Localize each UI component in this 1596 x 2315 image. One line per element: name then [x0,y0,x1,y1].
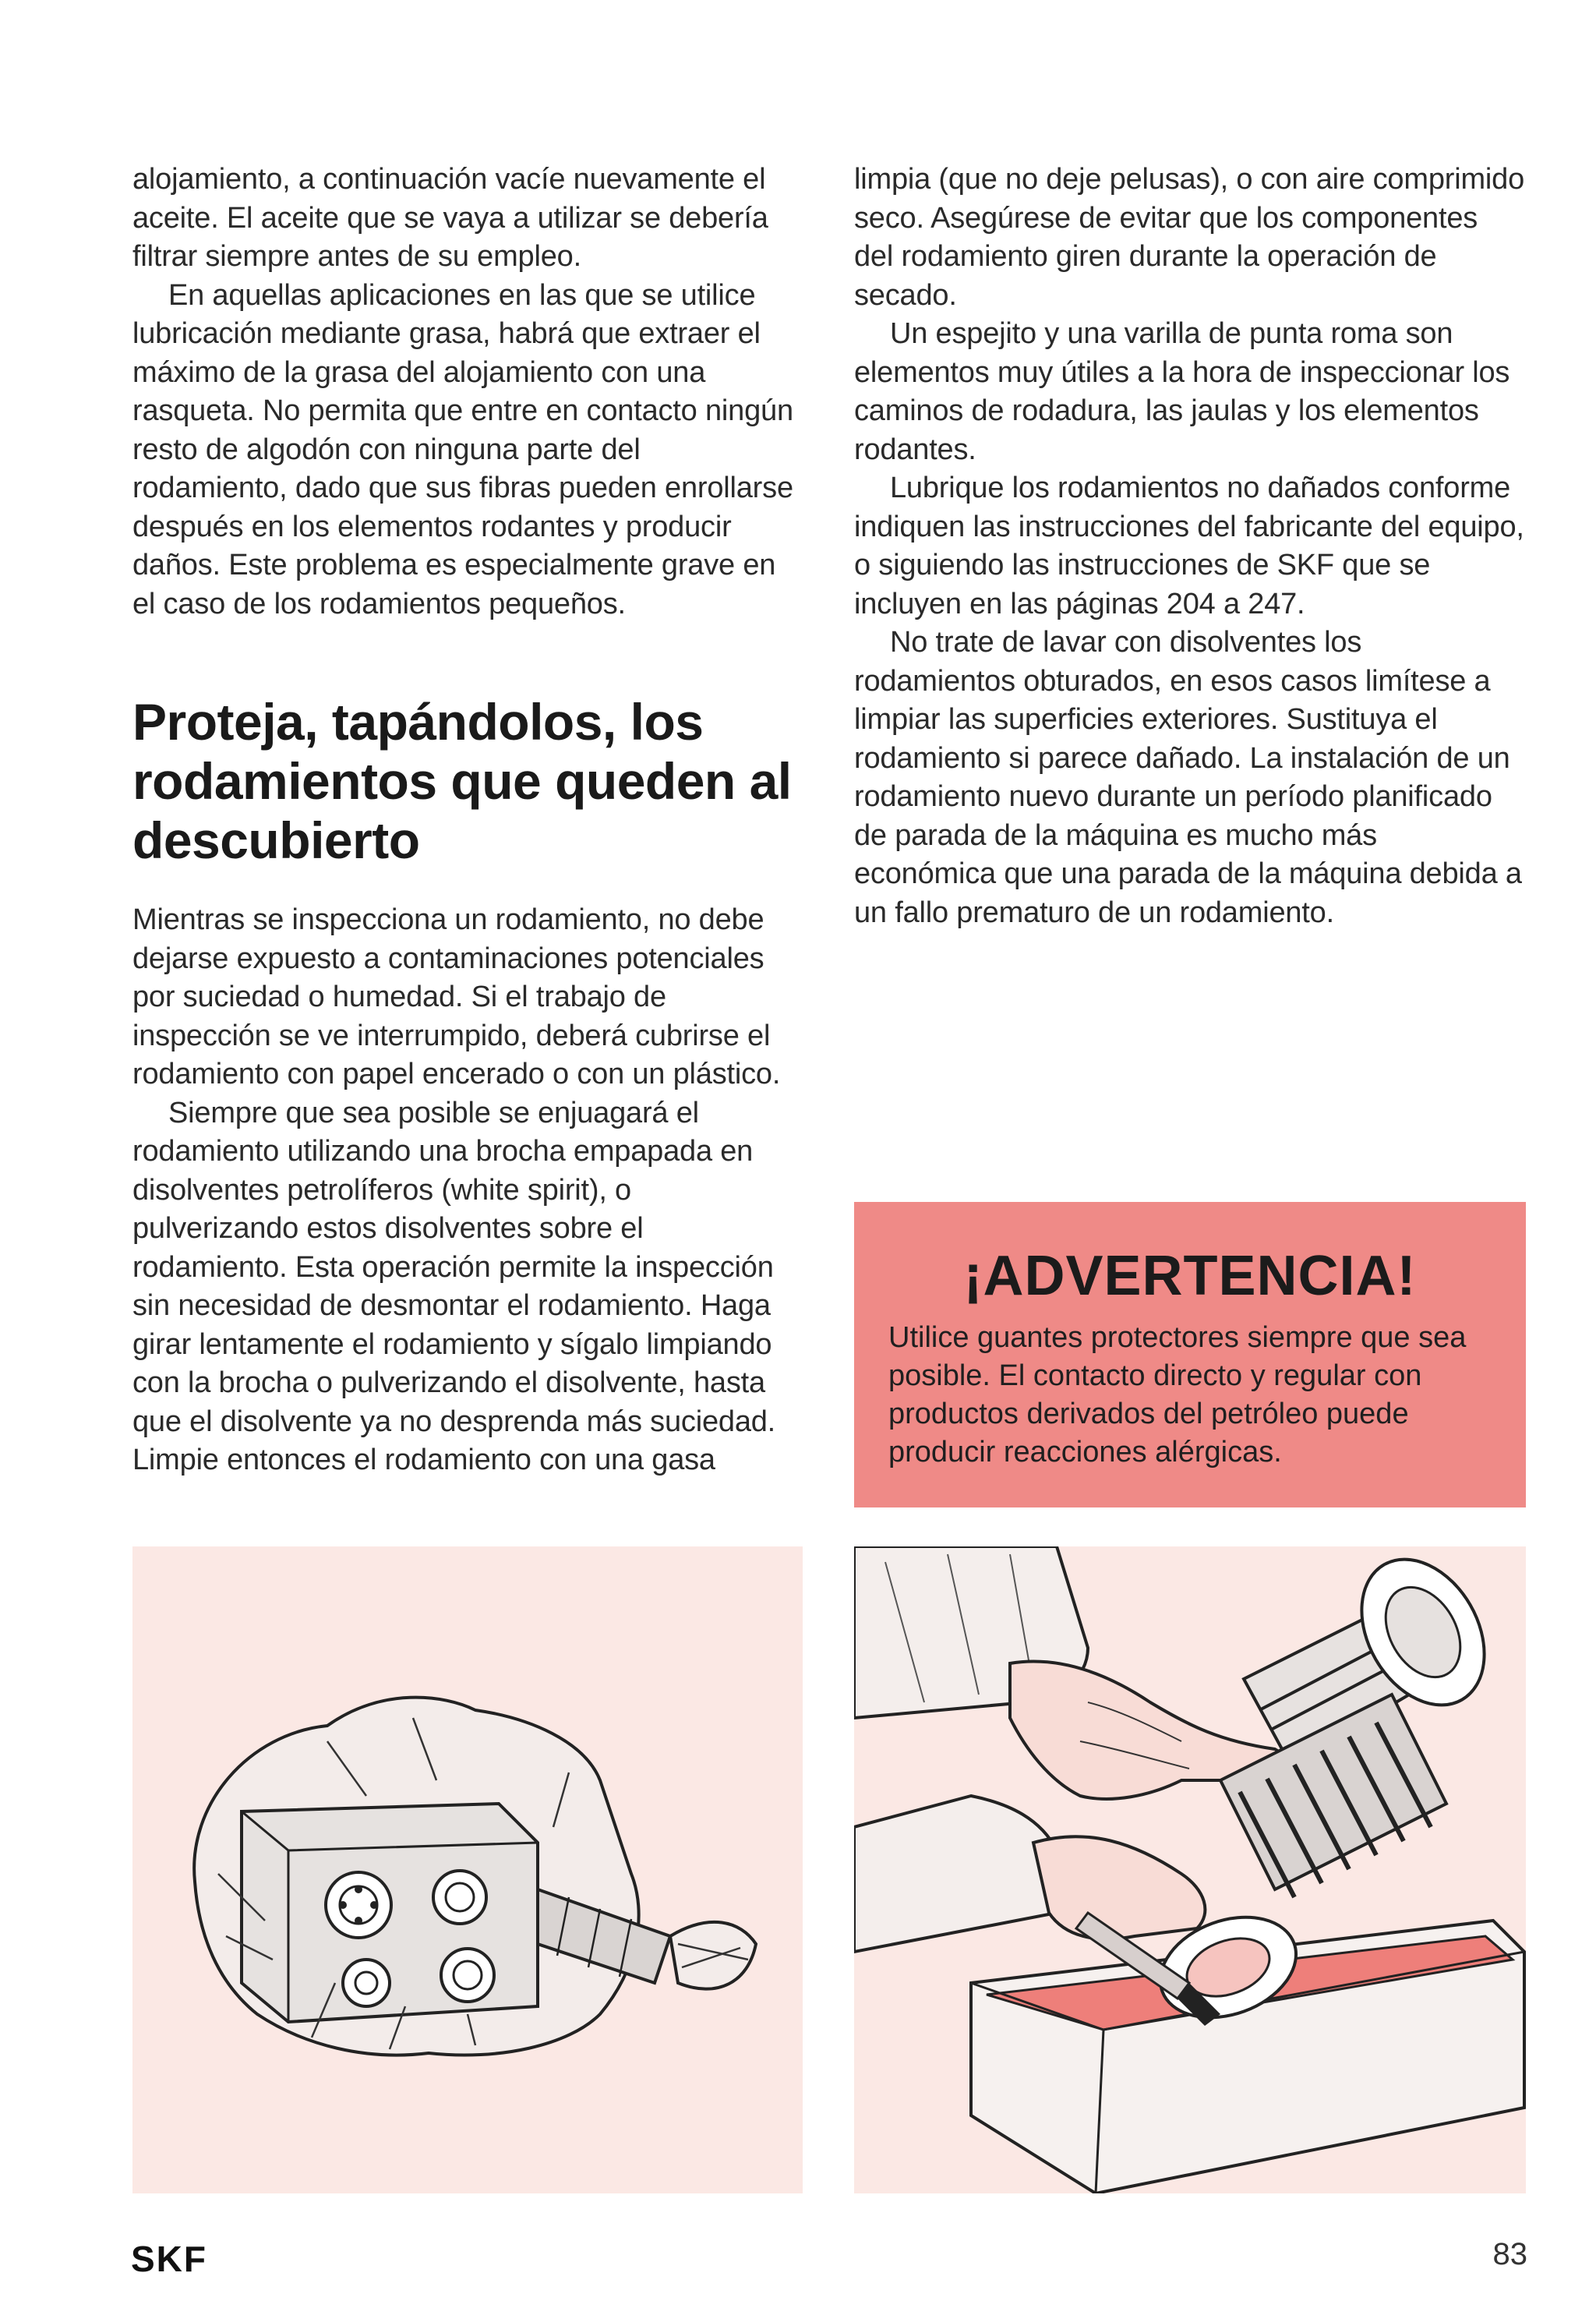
page-number: 83 [1492,2237,1527,2271]
body-paragraph: alojamiento, a continuación vacíe nuevamente el aceite. El aceite que se vaya a utilizar se debería filtrar siempre antes de su empleo. [132,163,768,273]
warning-box [854,1202,1526,1507]
body-paragraph: Lubrique los rodamientos no dañados conforme indiquen las instrucciones del fabricante del equipo, o siguiendo las instrucciones de SKF que se incluyen en las páginas 204 a 247. [854,472,1524,620]
body-paragraph: No trate de lavar con disolventes los rodamientos obturados, en esos casos limítese a limpiar las superficies exteriores. Sustituya el rodamiento si parece dañado. La instalación de un rodamiento nuevo durante un período planificado de parada de la máquina es mucho más económica que una parada de la máquina debida a un fallo prematuro de un rodamiento. [854,626,1522,929]
body-paragraph: Un espejito y una varilla de punta roma son elementos muy útiles a la hora de inspeccionar los caminos de rodadura, las jaulas y los elementos rodantes. [854,317,1510,466]
skf-logo [131,2242,248,2280]
body-paragraph: Siempre que sea posible se enjuagará el rodamiento utilizando una brocha empapada en disolventes petrolíferos (white spirit), o pulverizando estos disolventes sobre el rodamiento. Esta operación permite la inspección sin necesidad de desmontar el rodamiento. Haga girar lentamente el rodamiento y sígalo limpiando con la brocha o pulverizando el disolvente, hasta que el disolvente ya no desprenda más suciedad. Limpie entonces el rodamiento con una gasa [132,1096,776,1476]
left-column [132,161,803,1480]
section-heading: Proteja, tapándolos, los rodamientos que queden al descubierto [132,693,792,869]
body-paragraph: Mientras se inspecciona un rodamiento, no debe dejarse expuesto a contaminaciones potenciales por suciedad o humedad. Si el trabajo de inspección se ve interrumpido, deberá cubrirse el rodamiento con papel encerado o con un plástico. [132,903,781,1090]
rinsing-bearing-illustration [854,1546,1526,2193]
right-column [854,161,1524,932]
body-paragraph: limpia (que no deje pelusas), o con aire comprimido seco. Asegúrese de evitar que los componentes del rodamiento giren durante la operación de secado. [854,163,1525,312]
covered-gearbox-drawing [132,1546,803,2193]
skf-logo-mark [131,2242,248,2276]
svg-text:SKF: SKF [131,2242,207,2276]
warning-text: Utilice guantes protectores siempre que sea posible. El contacto directo y regular con productos derivados del petróleo puede producir reacciones alérgicas. [888,1321,1467,1469]
body-paragraph: En aquellas aplicaciones en las que se utilice lubricación mediante grasa, habrá que extraer el máximo de la grasa del alojamiento con una rasqueta. No permita que entre en contacto ningún resto de algodón con ninguna parte del rodamiento, dado que sus fibras pueden enrollarse después en los elementos rodantes y producir daños. Este problema es especialmente grave en el caso de los rodamientos pequeños. [132,278,793,620]
rinsing-bearing-drawing [854,1546,1526,2193]
warning-title: ¡ADVERTENCIA! [963,1245,1417,1307]
covered-gearbox-illustration [132,1546,803,2193]
